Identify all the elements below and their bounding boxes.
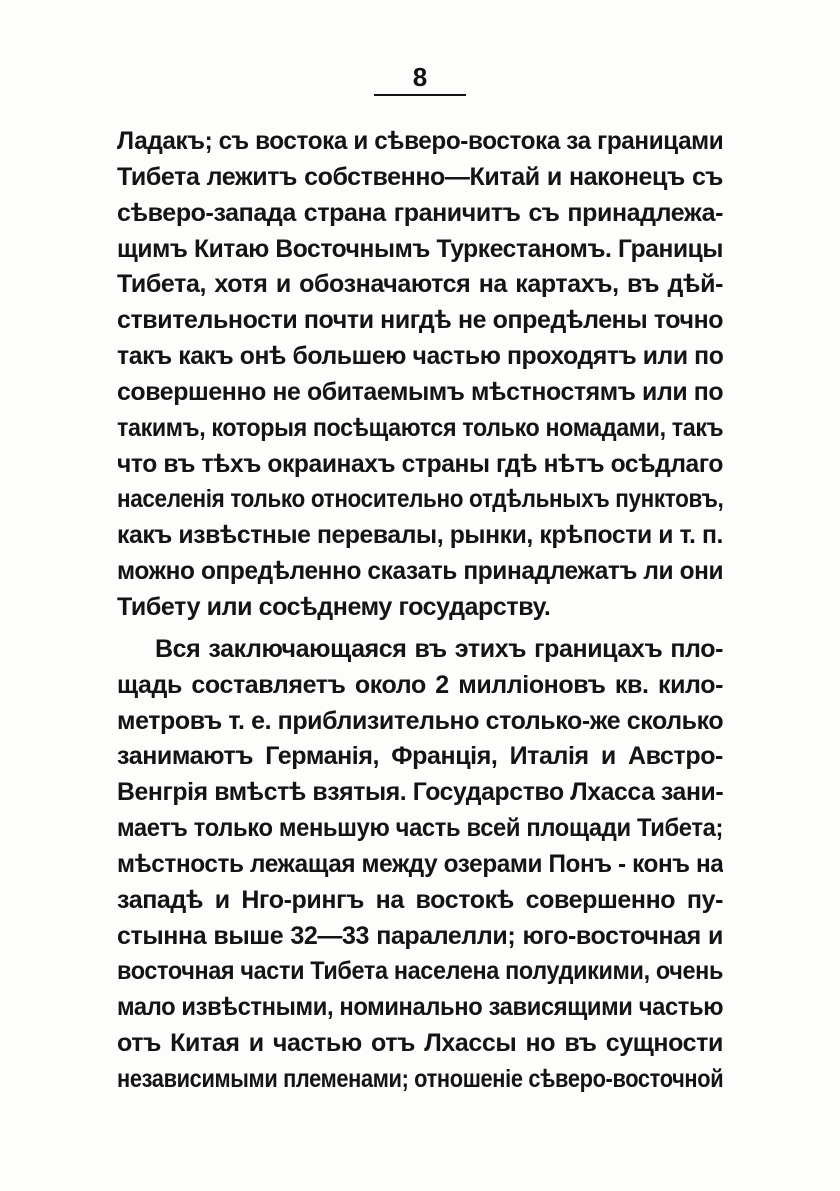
paragraph-2 — [117, 632, 723, 1098]
text-line: Тибета, хотя и обозначаются на картахъ, въ дѣй- — [117, 270, 723, 299]
text-line: маетъ только меньшую часть всей площади Тибета; — [117, 814, 723, 843]
text-line: мало извѣстными, номинально зависящими частью — [117, 993, 723, 1022]
text-line: щимъ Китаю Восточнымъ Туркестаномъ. Границы — [117, 234, 723, 263]
text-line: занимаютъ Германія, Франція, Италія и Австро- — [117, 742, 723, 771]
text-line: Вся заключающаяся въ этихъ границахъ пло- — [155, 634, 723, 663]
page-header — [370, 62, 470, 96]
text-line: метровъ т. е. приблизительно столько-же сколько — [117, 706, 723, 735]
page-number: 8 — [412, 62, 428, 92]
text-line: такъ какъ онѣ большею частью проходятъ или по — [117, 342, 723, 371]
paragraph-1 — [117, 124, 723, 626]
text-line: Тибета лежитъ собственно—Китай и наконецъ съ — [117, 162, 723, 191]
text-line: что въ тѣхъ окраинахъ страны гдѣ нѣтъ осѣдлаго — [117, 449, 723, 478]
text-line: Венгрія вмѣстѣ взятыя. Государство Лхасса зани- — [117, 778, 723, 807]
text-line: Тибету или сосѣднему государству. — [117, 592, 551, 621]
text-line: можно опредѣленно сказать принадлежатъ ли они — [117, 557, 723, 586]
text-line: отъ Китая и частью отъ Лхассы но въ сущности — [117, 1029, 723, 1058]
text-line: какъ извѣстные перевалы, рынки, крѣпости и т. п. — [117, 521, 723, 550]
header-rule — [374, 94, 466, 96]
text-line: западѣ и Нго-рингъ на востокѣ совершенно пу- — [117, 885, 723, 914]
text-line: населенія только относительно отдѣльныхъ пунктовъ, — [117, 485, 723, 514]
body-text — [117, 124, 723, 1098]
text-line: совершенно не обитаемымъ мѣстностямъ или по — [117, 377, 723, 406]
text-line: щадь составляетъ около 2 милліоновъ кв. кило- — [117, 670, 723, 699]
text-line: восточная части Тибета населена полудикими, очень — [117, 957, 723, 986]
text-line: сѣверо-запада страна граничитъ съ принадлежа- — [117, 198, 723, 227]
text-line: независимыми племенами; отношеніе сѣверо-восточной — [117, 1064, 723, 1093]
text-line: ствительности почти нигдѣ не опредѣлены точно — [117, 306, 723, 335]
text-line: такимъ, которыя посѣщаются только номадами, такъ — [117, 413, 723, 442]
text-line: стынна выше 32—33 паралелли; юго-восточная и — [117, 921, 723, 950]
text-line: мѣстность лежащая между озерами Понъ - конъ на — [117, 849, 723, 878]
text-line: Ладакъ; съ востока и сѣверо-востока за границами — [117, 127, 723, 155]
